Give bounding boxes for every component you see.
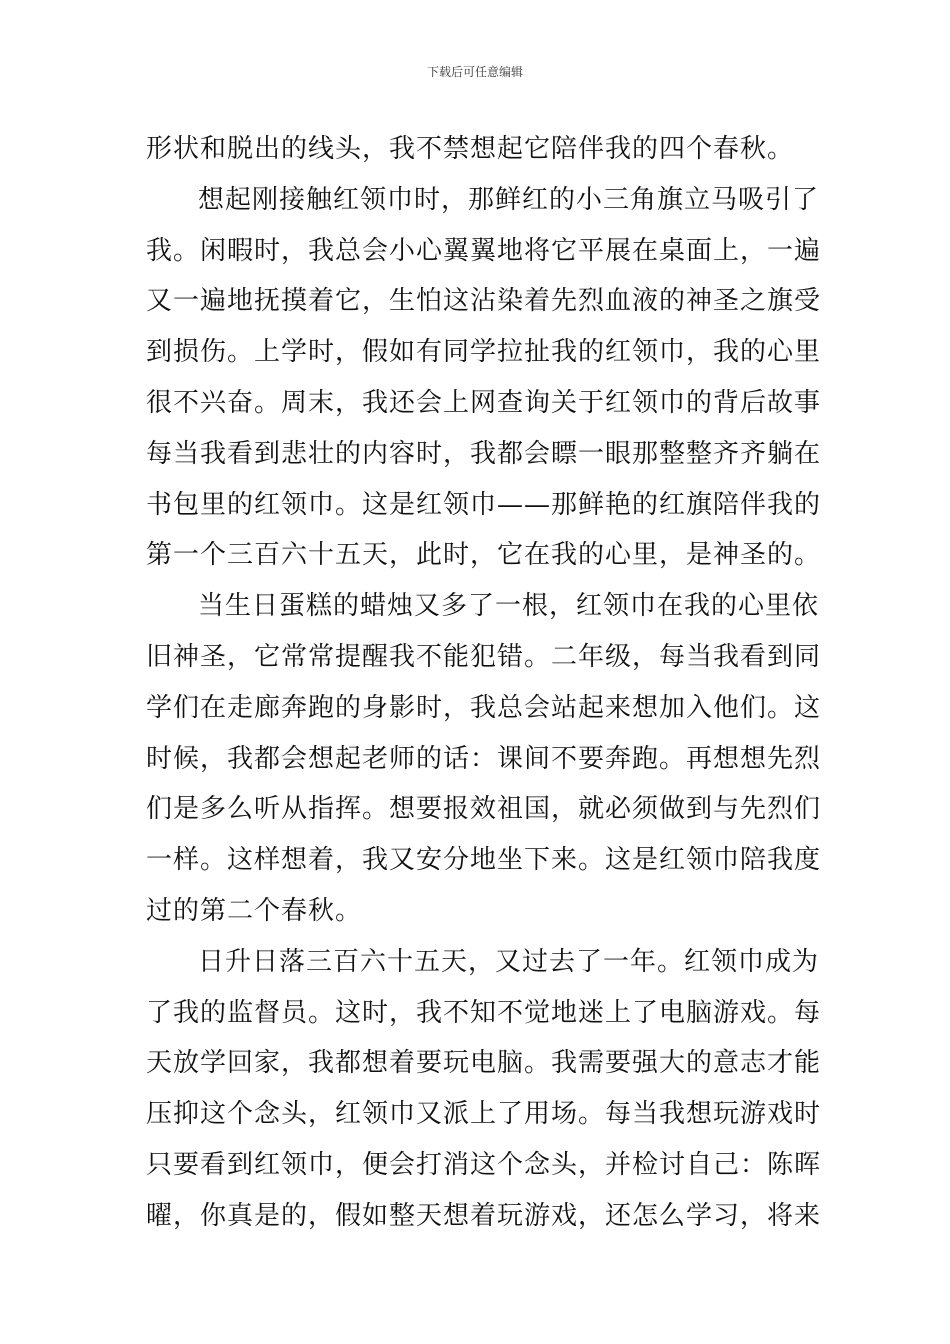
text-line: 书包里的红领巾。这是红领巾——那鲜艳的红旗陪伴我的 xyxy=(146,489,822,520)
text-line: 时候，我都会想起老师的话：课间不要奔跑。再想想先烈 xyxy=(146,743,822,774)
text-line: 每当我看到悲壮的内容时，我都会瞟一眼那整整齐齐躺在 xyxy=(146,438,822,469)
text-line: 到损伤。上学时，假如有同学拉扯我的红领巾，我的心里 xyxy=(146,337,822,368)
text-line: 曜，你真是的，假如整天想着玩游戏，还怎么学习，将来 xyxy=(146,1200,822,1231)
text-line: 压抑这个念头，红领巾又派上了用场。每当我想玩游戏时 xyxy=(146,1099,822,1130)
text-line: 只要看到红领巾，便会打消这个念头，并检讨自己：陈晖 xyxy=(146,1149,822,1180)
text-line: 过的第二个春秋。 xyxy=(146,895,363,926)
text-line: 第一个三百六十五天，此时，它在我的心里，是神圣的。 xyxy=(146,540,822,571)
text-line: 很不兴奋。周末，我还会上网查询关于红领巾的背后故事 xyxy=(146,387,822,418)
text-line: 当生日蛋糕的蜡烛又多了一根，红领巾在我的心里依 xyxy=(198,591,820,622)
text-line: 们是多么听从指挥。想要报效祖国，就必须做到与先烈们 xyxy=(146,794,822,825)
text-line: 了我的监督员。这时，我不知不觉地迷上了电脑游戏。每 xyxy=(146,997,822,1028)
text-line: 日升日落三百六十五天，又过去了一年。红领巾成为 xyxy=(198,946,820,977)
text-line: 想起刚接触红领巾时，那鲜红的小三角旗立马吸引了 xyxy=(198,184,820,215)
text-line: 学们在走廊奔跑的身影时，我总会站起来想加入他们。这 xyxy=(146,692,822,723)
text-line: 一样。这样想着，我又安分地坐下来。这是红领巾陪我度 xyxy=(146,845,822,876)
text-line: 我。闲暇时，我总会小心翼翼地将它平展在桌面上，一遍 xyxy=(146,235,822,266)
text-line: 天放学回家，我都想着要玩电脑。我需要强大的意志才能 xyxy=(146,1048,822,1079)
text-line: 形状和脱出的线头，我不禁想起它陪伴我的四个春秋。 xyxy=(146,134,795,164)
text-line: 旧神圣，它常常提醒我不能犯错。二年级，每当我看到同 xyxy=(146,641,822,672)
page-header: 下载后可任意编辑 xyxy=(426,65,523,79)
text-line: 又一遍地抚摸着它，生怕这沾染着先烈血液的神圣之旗受 xyxy=(146,286,822,317)
document-body xyxy=(146,124,822,1242)
